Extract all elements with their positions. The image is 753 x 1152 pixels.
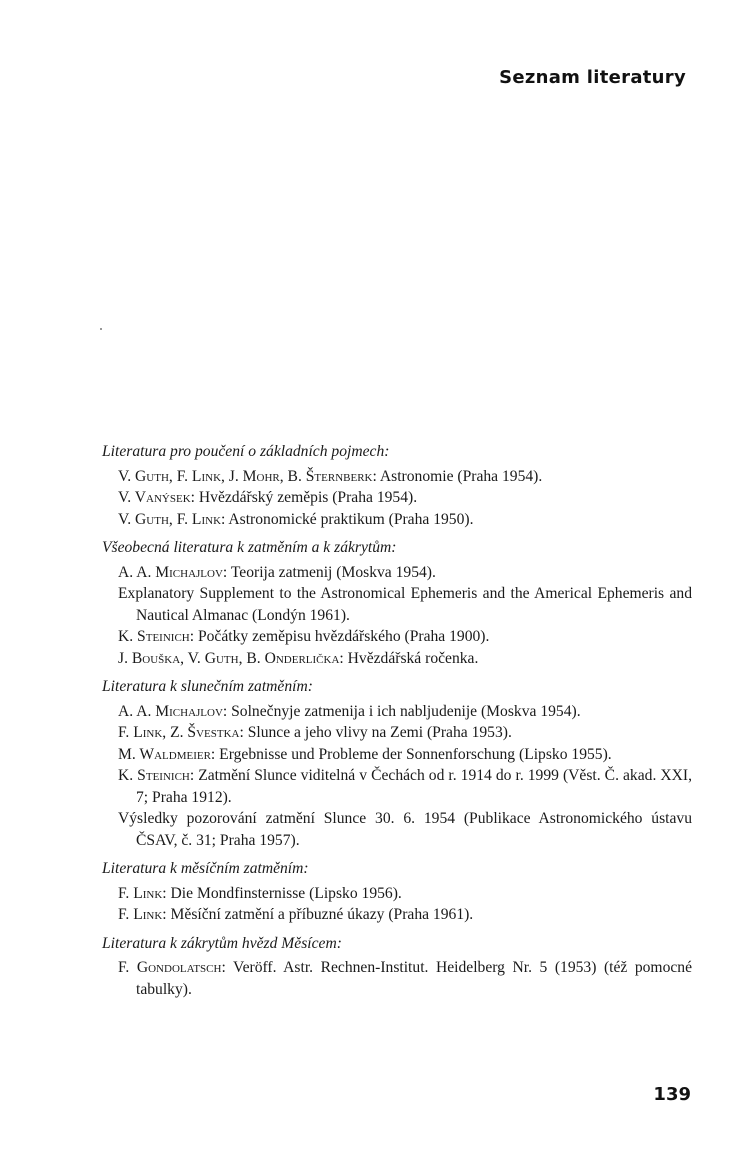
reference-text: Astronomie (Praha 1954). — [376, 467, 543, 485]
reference-author: M. Waldmeier: — [118, 745, 216, 763]
reference-entry — [118, 701, 692, 723]
reference-author: F. Link: — [118, 884, 167, 902]
reference-text: Ergebnisse und Probleme der Sonnenforschung (Lipsko 1955). — [215, 745, 612, 763]
page-number: 139 — [653, 1084, 691, 1105]
reference-text: Astronomické praktikum (Praha 1950). — [225, 510, 474, 528]
reference-entry — [118, 583, 692, 626]
reference-text: Veröff. Astr. Rechnen-Institut. Heidelberg Nr. 5 (1953) (též pomocné tabulky). — [136, 959, 692, 998]
reference-entry — [118, 765, 692, 808]
reference-entry — [118, 957, 692, 1000]
section-basic-concepts — [102, 441, 692, 530]
section-heading: Všeobecná literatura k zatměním a k zákrytům: — [102, 539, 397, 556]
reference-author: V. Guth, F. Link, J. Mohr, B. Šternberk: — [118, 467, 377, 485]
reference-author: F. Link: — [118, 906, 167, 923]
bibliography — [102, 441, 692, 1000]
reference-entry — [118, 904, 692, 926]
reference-text: Hvězdářská ročenka. — [343, 649, 479, 667]
reference-entry — [118, 562, 692, 584]
reference-author: A. A. Michajlov: — [118, 702, 228, 720]
reference-text: Teorija zatmenij (Moskva 1954). — [227, 563, 436, 581]
reference-entry — [118, 509, 692, 531]
section-heading: Literatura k slunečním zatměním: — [102, 678, 313, 695]
reference-author: V. Guth, F. Link: — [118, 510, 226, 528]
section-lunar-eclipses — [102, 858, 692, 926]
reference-author: K. Steinich: — [118, 628, 195, 645]
reference-text: Zatmění Slunce viditelná v Čechách od r. 1914 do r. 1999 (Věst. Č. akad. XXI, 7; Praha 1912). — [136, 767, 692, 806]
reference-text: Explanatory Supplement to the Astronomical Ephemeris and the Americal Ephemeris and Nautical Almanac (Londýn 1961). — [118, 585, 692, 624]
reference-text: Hvězdářský zeměpis (Praha 1954). — [194, 489, 418, 506]
reference-author: V. Vanýsek: — [118, 489, 195, 506]
section-general-literature — [102, 537, 692, 669]
reference-author: A. A. Michajlov: — [118, 563, 228, 581]
print-speck — [100, 328, 102, 330]
section-star-occultations — [102, 933, 692, 1001]
reference-entry — [118, 648, 692, 670]
reference-author: F. Link, Z. Švestka: — [118, 724, 244, 741]
reference-author: J. Bouška, V. Guth, B. Onderlička: — [118, 649, 344, 667]
reference-entry — [118, 883, 692, 905]
section-solar-eclipses — [102, 676, 692, 851]
section-heading: Literatura k zákrytům hvězd Měsícem: — [102, 934, 342, 952]
reference-entry — [118, 744, 692, 766]
reference-entry — [118, 626, 692, 648]
reference-text: Die Mondfinsternisse (Lipsko 1956). — [166, 884, 402, 902]
page-title: Seznam literatury — [499, 67, 686, 88]
reference-author: K. Steinich: — [118, 767, 195, 784]
reference-author: F. Gondolatsch: — [118, 959, 226, 976]
reference-entry — [118, 808, 692, 851]
reference-text: Slunce a jeho vlivy na Zemi (Praha 1953). — [243, 724, 512, 741]
section-heading: Literatura k měsíčním zatměním: — [102, 860, 309, 877]
reference-entry — [118, 466, 692, 488]
reference-text: Měsíční zatmění a příbuzné úkazy (Praha 1961). — [166, 906, 474, 923]
section-heading: Literatura pro poučení o základních pojmech: — [102, 443, 390, 460]
reference-text: Počátky zeměpisu hvězdářského (Praha 1900). — [194, 628, 490, 645]
reference-text: Solnečnyje zatmenija i ich nabljudenije (Moskva 1954). — [227, 702, 581, 720]
reference-text: Výsledky pozorování zatmění Slunce 30. 6. 1954 (Publikace Astronomického ústavu ČSAV, č. 31; Praha 1957). — [118, 810, 692, 849]
reference-entry — [118, 722, 692, 744]
reference-entry — [118, 487, 692, 509]
